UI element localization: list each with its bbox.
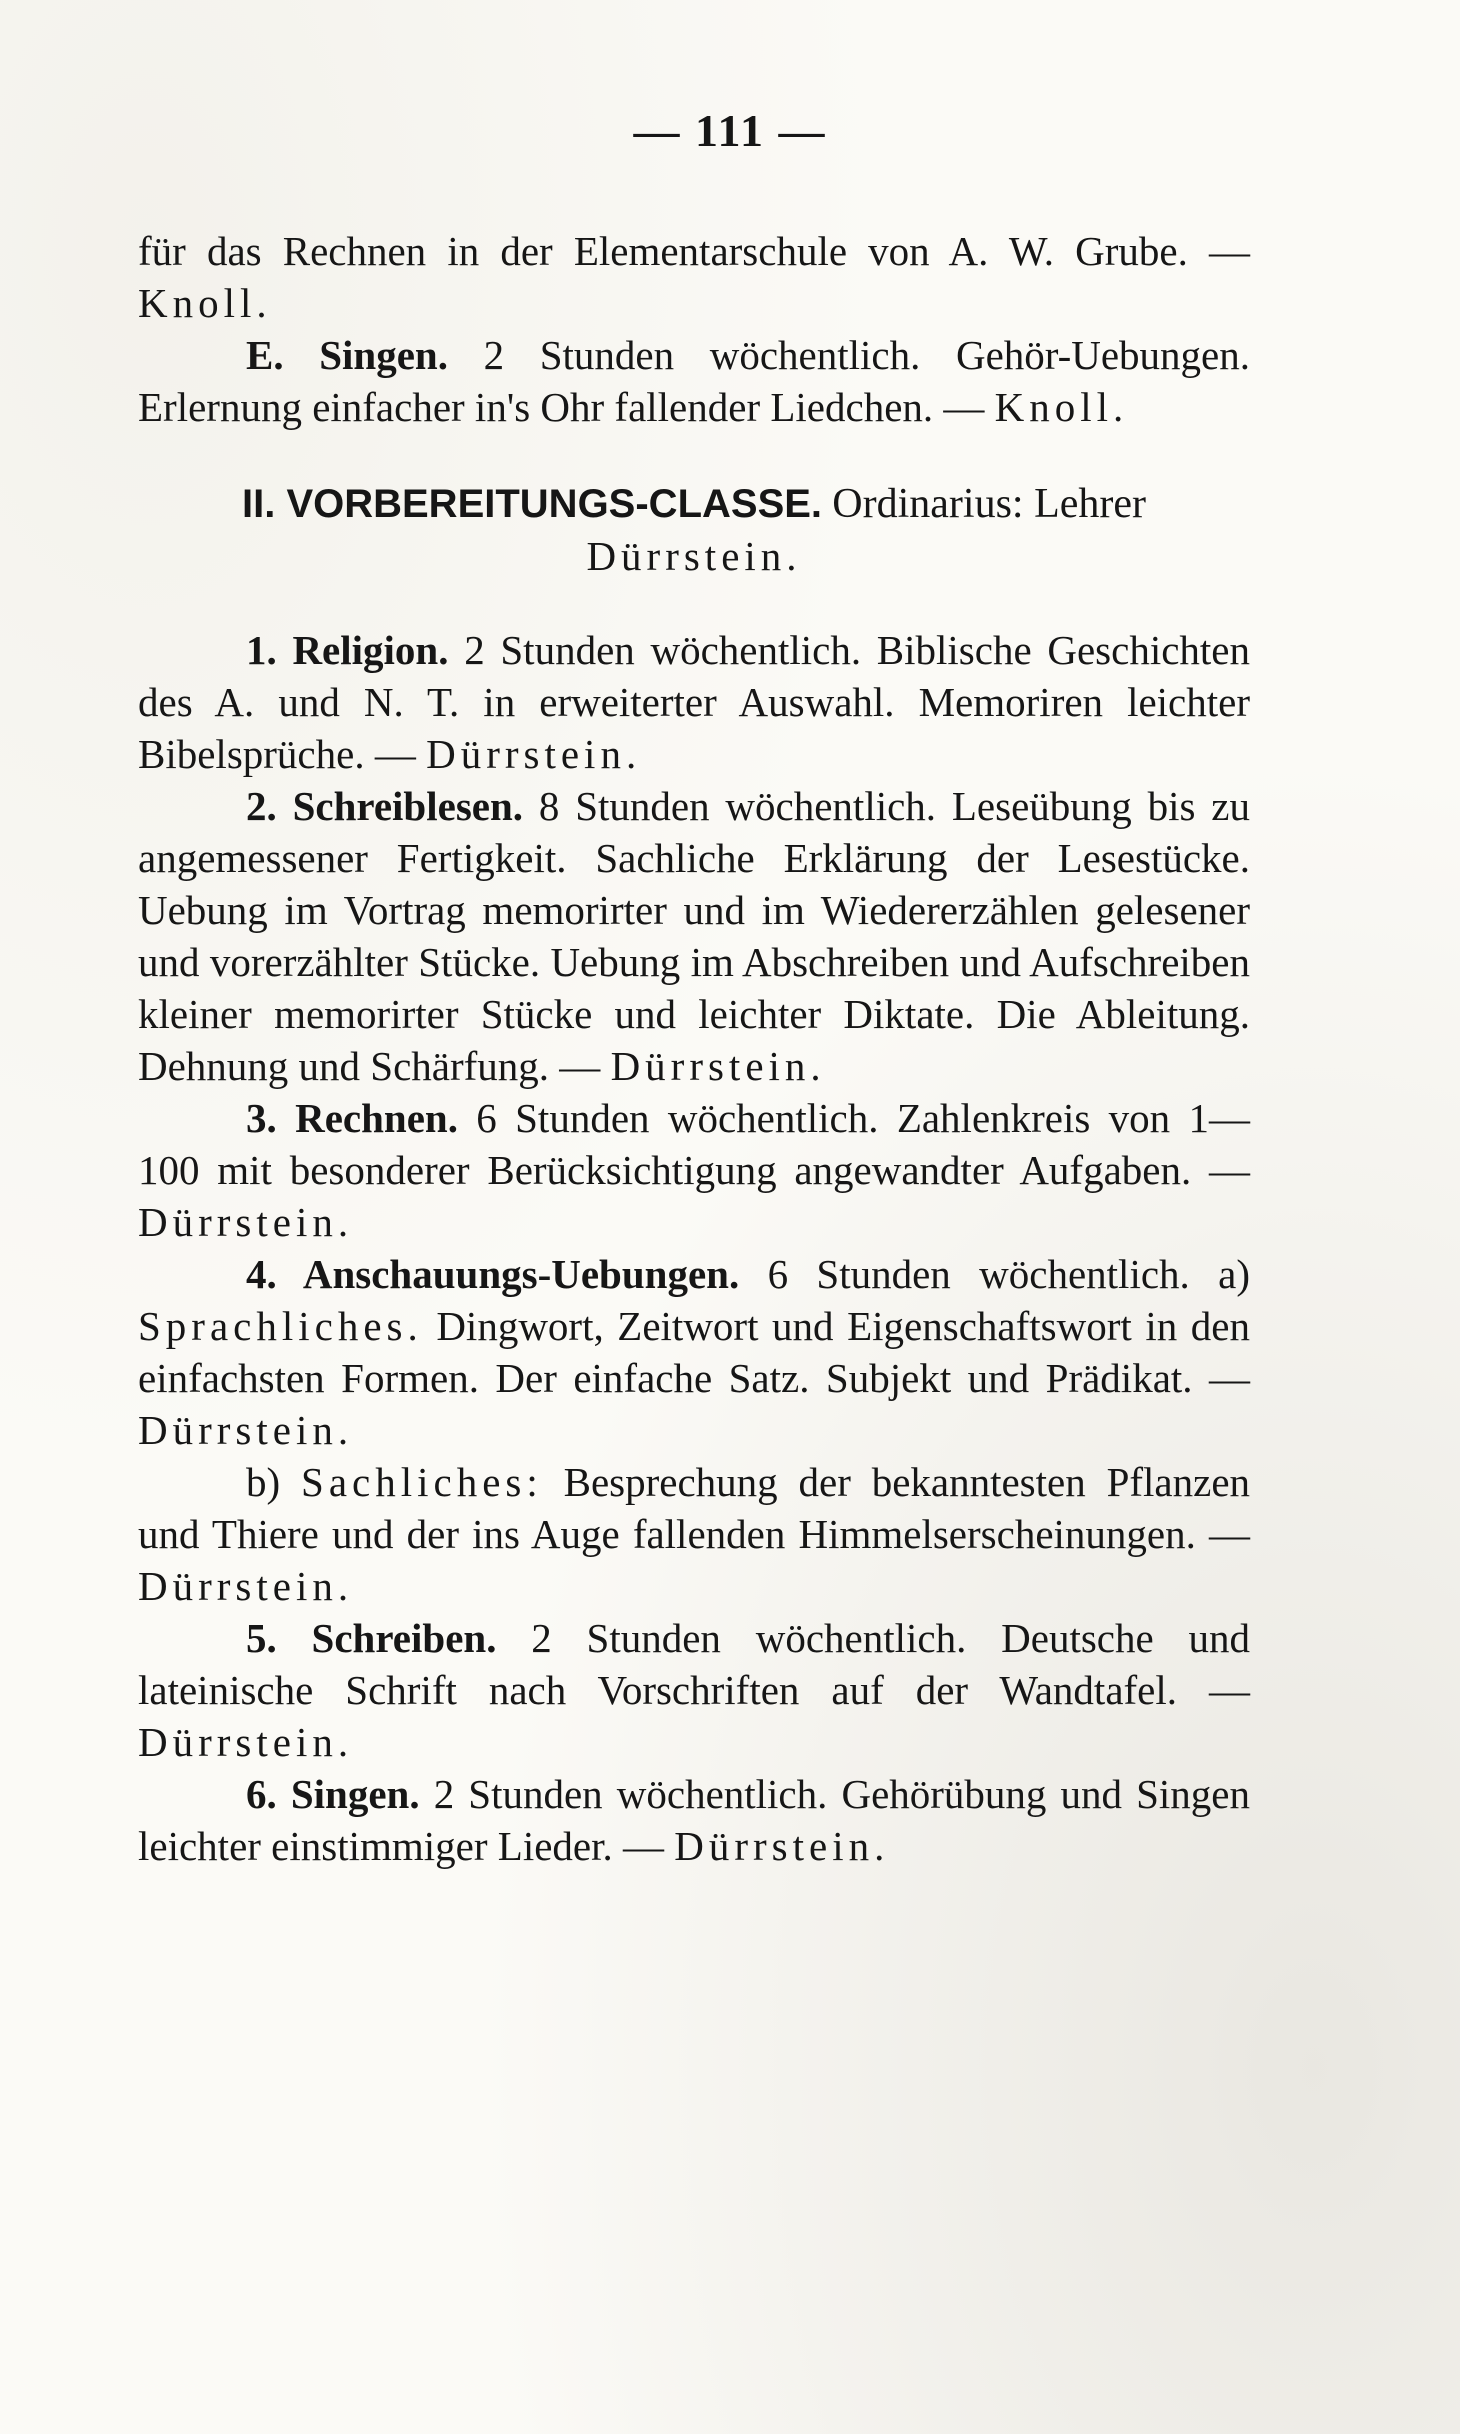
subject-anschauungs-part-b	[138, 1456, 1250, 1612]
intro-text: für das Rechnen in der Elementarschule von A. W. Grube. —	[138, 228, 1250, 274]
subject-schreiblesen	[138, 780, 1250, 1092]
subject-rechnen	[138, 1092, 1250, 1248]
subject-text: 2 Stunden wöchentlich. Biblische Geschichten des A. und N. T. in erweiterter Auswahl. Memoriren leichter Bibelsprüche. —	[138, 627, 1250, 777]
class-title: II. VORBEREITUNGS-CLASSE.	[241, 482, 823, 526]
subject-text: 6 Stunden wöchentlich. Zahlenkreis von 1—100 mit besonderer Berücksichtigung angewandter Aufgaben. —	[138, 1095, 1251, 1193]
part-b-prefix: b)	[246, 1459, 281, 1505]
section-e-text: 2 Stunden wöchentlich. Gehör-Uebungen. Erlernung einfacher in's Ohr fallender Liedchen. —	[138, 332, 1251, 430]
class-teacher-name: Dürrstein.	[586, 533, 802, 579]
subject-text: 2 Stunden wöchentlich. Gehörübung und Singen leichter einstimmiger Lieder. —	[138, 1771, 1251, 1869]
page-number: — 111 —	[633, 105, 827, 156]
part-b-label: Sachliches:	[301, 1459, 543, 1505]
subject-singen	[138, 1768, 1250, 1872]
subject-teacher: Dürrstein.	[138, 1199, 354, 1245]
subject-label: 3. Rechnen.	[246, 1095, 458, 1141]
part-a-teacher: Dürrstein.	[138, 1407, 354, 1453]
subject-religion	[138, 624, 1250, 780]
intro-teacher: Knoll.	[138, 280, 272, 326]
part-a-text: Dingwort, Zeitwort und Eigenschaftswort in den einfachsten Formen. Der einfache Satz. Subjekt und Prädikat. —	[138, 1303, 1250, 1401]
section-e-label: E. Singen.	[246, 332, 448, 378]
section-e-teacher: Knoll.	[994, 384, 1129, 430]
subject-teacher: Dürrstein.	[138, 1719, 354, 1765]
subject-text: 2 Stunden wöchentlich. Deutsche und lateinische Schrift nach Vorschriften auf der Wandtafel. —	[138, 1615, 1250, 1713]
part-b-teacher: Dürrstein.	[138, 1563, 354, 1609]
subject-schreiben	[138, 1612, 1250, 1768]
page-body	[138, 225, 1250, 1872]
subject-teacher: Dürrstein.	[610, 1043, 826, 1089]
intro-paragraph	[138, 225, 1250, 329]
subject-label: 2. Schreiblesen.	[246, 783, 524, 829]
subject-label: 4. Anschauungs-Uebungen.	[246, 1251, 740, 1297]
subject-label: 5. Schreiben.	[246, 1615, 497, 1661]
part-a-label: Sprachliches.	[138, 1303, 423, 1349]
section-e-paragraph	[138, 329, 1250, 433]
class-ordinarius: Ordinarius: Lehrer	[832, 481, 1147, 527]
subject-label: 1. Religion.	[246, 627, 449, 673]
subject-teacher: Dürrstein.	[674, 1823, 890, 1869]
subject-anschauungs-uebungen	[138, 1248, 1250, 1456]
part-b-text: Besprechung der bekanntesten Pflanzen und Thiere und der ins Auge fallenden Himmelserscheinungen. —	[138, 1459, 1251, 1557]
subject-text: 6 Stunden wöchentlich. a)	[767, 1251, 1250, 1297]
subject-text: 8 Stunden wöchentlich. Leseübung bis zu angemessener Fertigkeit. Sachliche Erklärung der Lesestücke. Uebung im Vortrag memorirter und im Wiedererzählen gelesener und vorerzählter Stücke. Uebung im Abschreiben und Aufschreiben kleiner memorirter Stücke und leichter Diktate. Die Ableitung. Dehnung und Schärfung. —	[138, 783, 1250, 1089]
subject-label: 6. Singen.	[246, 1771, 420, 1817]
subject-teacher: Dürrstein.	[426, 731, 642, 777]
class-heading	[138, 477, 1250, 582]
